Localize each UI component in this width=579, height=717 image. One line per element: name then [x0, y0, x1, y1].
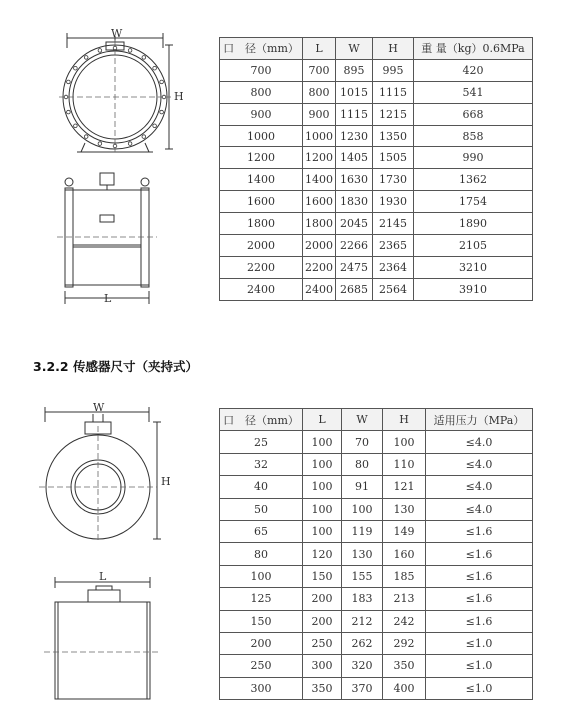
- column-header-h: H: [373, 38, 414, 60]
- table-cell: 700: [220, 59, 303, 81]
- table-cell: 541: [414, 81, 533, 103]
- table-cell: 800: [303, 81, 336, 103]
- table-cell: 100: [383, 431, 426, 453]
- bolt-hole: [153, 124, 157, 128]
- bolt-hole: [74, 66, 78, 70]
- bolt-hole: [128, 49, 132, 53]
- table-cell: 250: [303, 632, 342, 654]
- table-cell: 80: [220, 543, 303, 565]
- table-cell: 995: [373, 59, 414, 81]
- table-cell: 858: [414, 125, 533, 147]
- table-cell: 70: [342, 431, 383, 453]
- table-cell: 1000: [220, 125, 303, 147]
- table-cell: 1630: [336, 169, 373, 191]
- table-cell: 1400: [220, 169, 303, 191]
- table-cell: ≤1.0: [426, 655, 533, 677]
- table-cell: 1215: [373, 103, 414, 125]
- table-cell: 895: [336, 59, 373, 81]
- table-cell: 149: [383, 520, 426, 542]
- table-cell: 420: [414, 59, 533, 81]
- table-cell: 2000: [220, 235, 303, 257]
- table-cell: 100: [303, 476, 342, 498]
- table-cell: 1800: [303, 213, 336, 235]
- table-cell: 100: [303, 453, 342, 475]
- table-header-row: [220, 38, 533, 60]
- table-row: [220, 191, 533, 213]
- table-cell: 119: [342, 520, 383, 542]
- table-row: [220, 655, 533, 677]
- table-cell: 3210: [414, 256, 533, 278]
- table-cell: 1754: [414, 191, 533, 213]
- bolt-hole: [84, 135, 88, 139]
- table-cell: ≤1.6: [426, 610, 533, 632]
- table-cell: 32: [220, 453, 303, 475]
- table-cell: 1400: [303, 169, 336, 191]
- flanged-sensor-side-view: [55, 168, 165, 308]
- table-cell: 2105: [414, 235, 533, 257]
- table-cell: 80: [342, 453, 383, 475]
- bolt-hole: [162, 95, 166, 99]
- table-cell: 183: [342, 588, 383, 610]
- table-cell: 160: [383, 543, 426, 565]
- table-cell: ≤4.0: [426, 476, 533, 498]
- table-cell: 1115: [373, 81, 414, 103]
- table-cell: 668: [414, 103, 533, 125]
- table-row: [220, 103, 533, 125]
- table-cell: 2564: [373, 278, 414, 300]
- table-cell: ≤1.6: [426, 520, 533, 542]
- table-cell: 1890: [414, 213, 533, 235]
- table-cell: 100: [303, 431, 342, 453]
- table-cell: 2475: [336, 256, 373, 278]
- bolt-hole: [142, 56, 146, 60]
- bolt-hole: [98, 142, 102, 146]
- table-cell: 2145: [373, 213, 414, 235]
- width-label: W: [93, 401, 105, 414]
- table-cell: 213: [383, 588, 426, 610]
- table-row: [220, 610, 533, 632]
- bolt-hole: [84, 56, 88, 60]
- table-cell: ≤1.0: [426, 677, 533, 699]
- table-cell: 2266: [336, 235, 373, 257]
- table-cell: 350: [383, 655, 426, 677]
- height-label: H: [174, 90, 184, 103]
- table-cell: 3910: [414, 278, 533, 300]
- table-cell: 900: [220, 103, 303, 125]
- table-cell: 700: [303, 59, 336, 81]
- table-cell: 121: [383, 476, 426, 498]
- column-header-l: L: [303, 38, 336, 60]
- table-cell: 100: [220, 565, 303, 587]
- table-cell: ≤4.0: [426, 453, 533, 475]
- table-row: [220, 677, 533, 699]
- bolt-hole: [98, 49, 102, 53]
- bolt-hole: [142, 135, 146, 139]
- clamp-sensor-front-view: [35, 400, 175, 540]
- table-row: [220, 431, 533, 453]
- table-cell: 1730: [373, 169, 414, 191]
- table-cell: 990: [414, 147, 533, 169]
- bolt-hole: [74, 124, 78, 128]
- table-row: [220, 543, 533, 565]
- table-row: [220, 213, 533, 235]
- table-cell: 1600: [220, 191, 303, 213]
- table-row: [220, 59, 533, 81]
- table-cell: 155: [342, 565, 383, 587]
- flanged-sensor-dimension-table: [219, 37, 533, 301]
- table-cell: 320: [342, 655, 383, 677]
- column-header-pressure: 适用压力（MPa）: [426, 409, 533, 431]
- table-row: [220, 256, 533, 278]
- table-row: [220, 476, 533, 498]
- table-cell: 300: [303, 655, 342, 677]
- table-cell: 1200: [303, 147, 336, 169]
- table-cell: 350: [303, 677, 342, 699]
- bolt-hole: [160, 110, 164, 114]
- width-label: W: [111, 28, 123, 40]
- table-cell: 150: [303, 565, 342, 587]
- table-cell: 150: [220, 610, 303, 632]
- clamp-sensor-dimension-table: [219, 408, 533, 700]
- table-cell: 1830: [336, 191, 373, 213]
- column-header-w: W: [336, 38, 373, 60]
- column-header-weight: 重 量（kg）0.6MPa: [414, 38, 533, 60]
- table-cell: 800: [220, 81, 303, 103]
- table-row: [220, 169, 533, 191]
- table-cell: 100: [303, 520, 342, 542]
- column-header-l: L: [303, 409, 342, 431]
- table-cell: 900: [303, 103, 336, 125]
- table-cell: 200: [303, 610, 342, 632]
- column-header-w: W: [342, 409, 383, 431]
- table-cell: 1230: [336, 125, 373, 147]
- table-cell: 2200: [303, 256, 336, 278]
- bolt-hole: [64, 95, 68, 99]
- table-cell: 50: [220, 498, 303, 520]
- table-cell: 2000: [303, 235, 336, 257]
- table-row: [220, 81, 533, 103]
- table-cell: 1405: [336, 147, 373, 169]
- table-row: [220, 520, 533, 542]
- table-cell: 292: [383, 632, 426, 654]
- bolt-hole: [113, 46, 117, 50]
- table-cell: 185: [383, 565, 426, 587]
- table-row: [220, 235, 533, 257]
- table-cell: 25: [220, 431, 303, 453]
- clamp-sensor-side-view: [40, 568, 165, 708]
- table-cell: 1000: [303, 125, 336, 147]
- table-cell: ≤1.0: [426, 632, 533, 654]
- bolt-hole: [128, 142, 132, 146]
- table-cell: 130: [342, 543, 383, 565]
- table-cell: 262: [342, 632, 383, 654]
- section-heading: 3.2.2 传感器尺寸（夹持式）: [33, 359, 198, 374]
- table-cell: 1600: [303, 191, 336, 213]
- bolt-hole: [160, 80, 164, 84]
- table-row: [220, 588, 533, 610]
- table-cell: 2200: [220, 256, 303, 278]
- table-row: [220, 565, 533, 587]
- bolt-hole: [113, 144, 117, 148]
- table-cell: 1362: [414, 169, 533, 191]
- table-cell: ≤1.6: [426, 588, 533, 610]
- column-header-diameter: 口 径（mm）: [220, 409, 303, 431]
- table-cell: 2365: [373, 235, 414, 257]
- height-label: H: [161, 475, 171, 488]
- table-cell: 2400: [220, 278, 303, 300]
- table-cell: 370: [342, 677, 383, 699]
- bolt-hole: [153, 66, 157, 70]
- table-cell: 65: [220, 520, 303, 542]
- table-row: [220, 632, 533, 654]
- table-row: [220, 278, 533, 300]
- table-cell: 2400: [303, 278, 336, 300]
- table-row: [220, 147, 533, 169]
- table-cell: 1015: [336, 81, 373, 103]
- flanged-sensor-front-view: [55, 28, 185, 153]
- table-row: [220, 125, 533, 147]
- column-header-diameter: 口 径（mm）: [220, 38, 303, 60]
- table-cell: 40: [220, 476, 303, 498]
- column-header-h: H: [383, 409, 426, 431]
- table-cell: 91: [342, 476, 383, 498]
- table-cell: 2045: [336, 213, 373, 235]
- table-cell: 120: [303, 543, 342, 565]
- table-cell: 1115: [336, 103, 373, 125]
- table-cell: 1505: [373, 147, 414, 169]
- table-cell: 300: [220, 677, 303, 699]
- table-cell: 1200: [220, 147, 303, 169]
- table-cell: 100: [342, 498, 383, 520]
- length-label: L: [104, 292, 112, 305]
- table-cell: ≤1.6: [426, 565, 533, 587]
- table-cell: 200: [220, 632, 303, 654]
- table-cell: 125: [220, 588, 303, 610]
- table-cell: 130: [383, 498, 426, 520]
- table-cell: ≤4.0: [426, 431, 533, 453]
- table-cell: 242: [383, 610, 426, 632]
- table-cell: 1800: [220, 213, 303, 235]
- table-cell: 212: [342, 610, 383, 632]
- table-header-row: [220, 409, 533, 431]
- table-row: [220, 498, 533, 520]
- table-cell: 2364: [373, 256, 414, 278]
- table-cell: 250: [220, 655, 303, 677]
- table-cell: 100: [303, 498, 342, 520]
- table-cell: ≤1.6: [426, 543, 533, 565]
- table-cell: ≤4.0: [426, 498, 533, 520]
- bolt-hole: [67, 110, 71, 114]
- table-row: [220, 453, 533, 475]
- table-cell: 110: [383, 453, 426, 475]
- table-cell: 1930: [373, 191, 414, 213]
- table-cell: 400: [383, 677, 426, 699]
- table-cell: 1350: [373, 125, 414, 147]
- table-cell: 200: [303, 588, 342, 610]
- table-cell: 2685: [336, 278, 373, 300]
- length-label: L: [99, 570, 107, 583]
- bolt-hole: [67, 80, 71, 84]
